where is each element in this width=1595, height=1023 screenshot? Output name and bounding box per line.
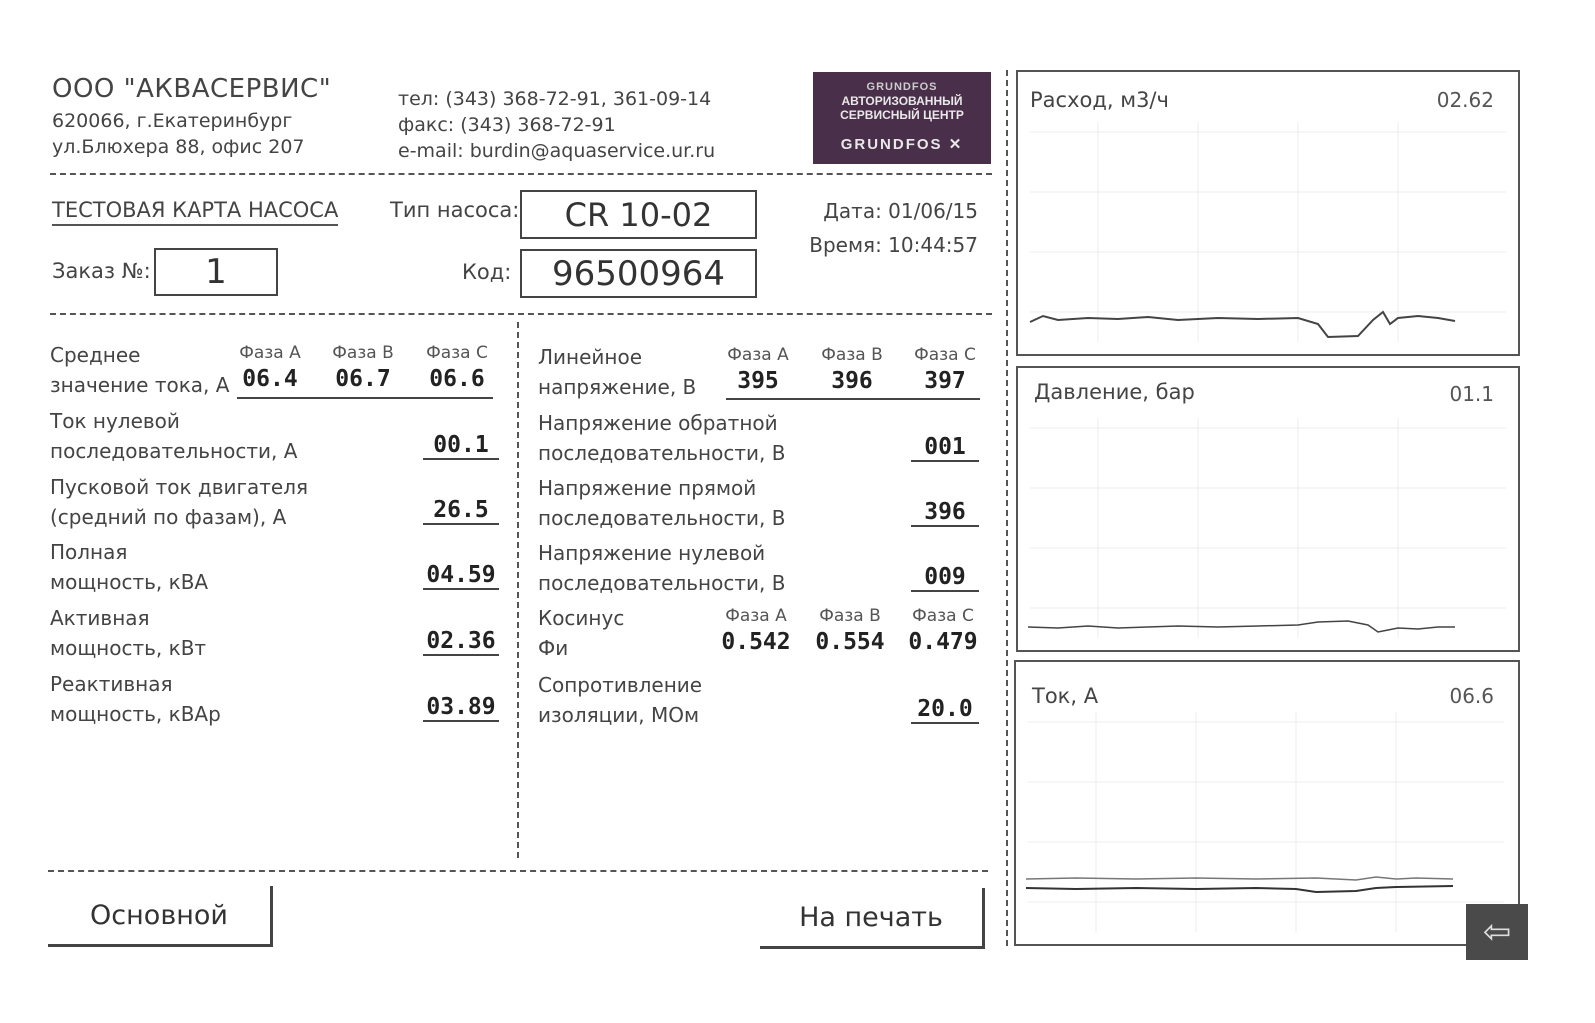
cos-phi-a-value: 0.542: [721, 629, 791, 655]
avg-current-underline: [237, 397, 493, 399]
pressure-chart-plot: [1018, 368, 1518, 650]
company-address: [52, 108, 305, 160]
code-field: 96500964: [520, 249, 757, 298]
date-text: Дата: 01/06/15: [823, 199, 978, 223]
reactive-power-label: Реактивная мощность, кВАр: [50, 672, 221, 726]
insulation-value: 20.0: [911, 696, 979, 724]
line-voltage-c-value: 397: [924, 368, 966, 394]
line-voltage-phase-b-label: Фаза В: [821, 345, 883, 365]
grundfos-logo: [813, 72, 991, 164]
line-voltage-b-value: 396: [831, 368, 873, 394]
main-button[interactable]: Основной: [48, 886, 273, 947]
zero-seq-voltage-value: 009: [911, 564, 979, 592]
line-voltage-phase-c-label: Фаза С: [914, 345, 976, 365]
header-divider: [50, 173, 992, 175]
company-contacts: [398, 86, 715, 164]
pressure-chart-title: Давление, бар: [1034, 380, 1195, 404]
current-chart-plot: [1016, 662, 1518, 944]
avg-current-b-value: 06.7: [335, 366, 391, 392]
cos-phi-phase-a-label: Фаза А: [725, 606, 787, 626]
address-line-2: ул.Блюхера 88, офис 207: [52, 136, 305, 158]
full-power-value: 04.59: [423, 562, 499, 590]
info-divider: [50, 313, 992, 315]
zero-seq-voltage-label: Напряжение нулевой последовательности, В: [538, 541, 786, 595]
avg-current-phase-a-label: Фаза А: [239, 343, 301, 363]
avg-current-phase-b-label: Фаза В: [332, 343, 394, 363]
full-power-label: Полная мощность, кВА: [50, 540, 209, 594]
pressure-chart-value: 01.1: [1449, 382, 1494, 406]
cos-phi-b-value: 0.554: [815, 629, 885, 655]
logo-line-1: АВТОРИЗОВАННЫЙ: [841, 94, 963, 108]
bottom-divider: [48, 870, 988, 872]
line-voltage-a-value: 395: [737, 368, 779, 394]
cos-phi-phase-c-label: Фаза С: [912, 606, 974, 626]
logo-brand-top: GRUNDFOS: [866, 81, 938, 93]
current-chart-value: 06.6: [1449, 684, 1494, 708]
cos-phi-label: Косинус Фи: [538, 606, 625, 660]
order-label: Заказ №:: [52, 259, 151, 283]
chart-divider: [1006, 70, 1008, 946]
email-text: e-mail: burdin@aquaservice.ur.ru: [398, 140, 716, 162]
date-time: [780, 194, 978, 262]
cos-phi-phase-b-label: Фаза В: [819, 606, 881, 626]
fax-text: факс: (343) 368-72-91: [398, 114, 616, 136]
pump-type-field: CR 10-02: [520, 190, 757, 239]
cos-phi-c-value: 0.479: [908, 629, 978, 655]
address-line-1: 620066, г.Екатеринбург: [52, 110, 293, 132]
start-current-value: 26.5: [423, 497, 499, 525]
pos-seq-voltage-label: Напряжение прямой последовательности, В: [538, 476, 786, 530]
neg-seq-voltage-label: Напряжение обратной последовательности, В: [538, 411, 786, 465]
flow-chart-title: Расход, м3/ч: [1030, 88, 1169, 112]
line-voltage-underline: [726, 398, 980, 400]
flow-chart-panel: [1016, 70, 1520, 356]
active-power-label: Активная мощность, кВт: [50, 606, 207, 660]
zero-seq-current-value: 00.1: [423, 432, 499, 460]
pump-type-label: Тип насоса:: [390, 198, 520, 222]
phone-text: тел: (343) 368-72-91, 361-09-14: [398, 88, 712, 110]
active-power-value: 02.36: [423, 628, 499, 656]
logo-line-2: СЕРВИСНЫЙ ЦЕНТР: [840, 108, 964, 122]
back-arrow-icon: ⇦: [1482, 912, 1512, 952]
pos-seq-voltage-value: 396: [911, 499, 979, 527]
current-chart-panel: [1014, 660, 1520, 946]
order-number-field: 1: [154, 248, 278, 296]
flow-chart-plot: [1018, 72, 1518, 354]
start-current-label: Пусковой ток двигателя (средний по фазам), А: [50, 475, 309, 529]
card-title: ТЕСТОВАЯ КАРТА НАСОСА: [52, 198, 338, 226]
flow-chart-value: 02.62: [1436, 88, 1494, 112]
pressure-chart-panel: [1016, 366, 1520, 652]
print-button[interactable]: На печать: [760, 888, 985, 949]
neg-seq-voltage-value: 001: [911, 434, 979, 462]
avg-current-label: Среднее значение тока, А: [50, 343, 230, 397]
code-label: Код:: [462, 260, 512, 284]
back-button[interactable]: [1466, 904, 1528, 960]
time-text: Время: 10:44:57: [809, 233, 978, 257]
reactive-power-value: 03.89: [423, 694, 499, 722]
column-divider: [517, 322, 519, 858]
logo-brand-bottom: GRUNDFOS ✕: [840, 136, 964, 153]
line-voltage-label: Линейное напряжение, В: [538, 345, 697, 399]
current-chart-title: Ток, А: [1032, 684, 1099, 708]
avg-current-phase-c-label: Фаза С: [426, 343, 488, 363]
line-voltage-phase-a-label: Фаза А: [727, 345, 789, 365]
zero-seq-current-label: Ток нулевой последовательности, А: [50, 409, 298, 463]
avg-current-a-value: 06.4: [242, 366, 298, 392]
insulation-label: Сопротивление изоляции, МОм: [538, 673, 703, 727]
avg-current-c-value: 06.6: [429, 366, 485, 392]
grundfos-symbol-icon: ✕: [948, 136, 964, 153]
company-name: ООО "АКВАСЕРВИС": [52, 74, 332, 104]
